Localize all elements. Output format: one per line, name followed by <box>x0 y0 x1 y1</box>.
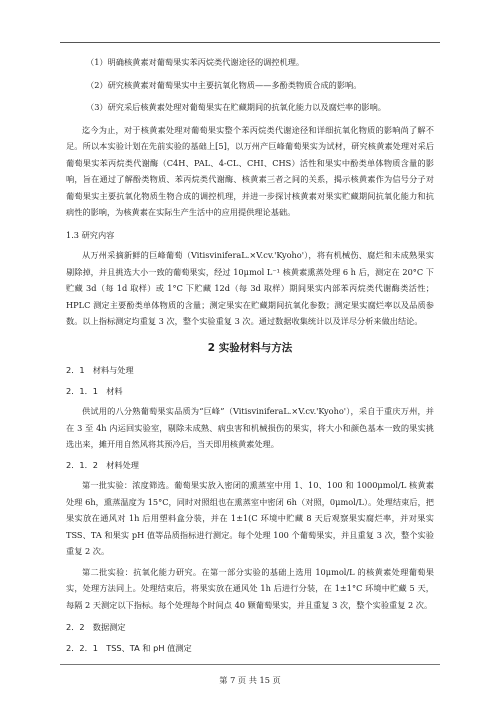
section-2-2-heading: 2．2 数据测定 <box>66 622 126 632</box>
chapter-2-heading: 2 实验材料与方法 <box>207 341 293 354</box>
batch1-paragraph: 第一批实验：浓度筛选。葡萄果实放入密闭的熏蒸室中用 1、10、100 和 1000μmol/L 核黄素处理 6h，熏蒸温度为 15°C，同时对照组也在熏蒸室中密闭 6h（对照，0μmol/L）。处理结束后，把果实放在通风对 1h 后用塑料盒分装，并在 1±1(C 环境中贮藏 8 天后观察果实腐烂率，并对果实 TSS、TA 和果实 pH 值等品质指标进行测定。每个处理 100 个葡萄果实，并且重复 3 次，整个实验重复 2 次。 <box>66 480 434 556</box>
page-number: 第 7 页 共 15 页 <box>219 675 281 685</box>
section-2-1-1-heading: 2．1．1 材料 <box>66 385 123 396</box>
header-rule <box>60 42 440 43</box>
intro-paragraph: 迄今为止，对于核黄素处理对葡萄果实整个苯丙烷类代谢途径和详细抗氧化物质的影响尚了解不足。所以本实验计划在先前实验的基础上[5]，以万州产巨峰葡萄果实为试材，研究核黄素处理对采后葡萄果实苯丙烷类代谢酶（C4H、PAL、4-CL、CHI、CHS）活性和果实中酚类单体物质含量的影响，旨在通过了解酚类物质、苯丙烷类代谢酶、核黄素三者之间的关系，揭示核黄素作为信号分子对葡萄果实主要抗氧化物质生物合成的调控机理，并进一步探讨核黄素对果实贮藏期间抗氧化能力和抗病性的影响，为核黄素在实际生产生活中的应用提供理论基础。 <box>66 124 434 217</box>
objective-3: （3）研究采后核黄素处理对葡萄果实在贮藏期间的抗氧化能力以及腐烂率的影响。 <box>86 102 386 112</box>
section-2-1-heading: 2．1 材料与处理 <box>66 365 134 375</box>
batch2-paragraph: 第二批实验：抗氧化能力研究。在第一部分实验的基础上选用 10μmol/L 的核黄素处理葡萄果实，处理方法同上。处理结束后，将果实放在通风处 1h 后进行分装，在 1±1°C 环境中贮藏 5 天，每隔 2 天测定以下指标。每个处理每个时间点 40 颗葡萄果实，并且重复 3 次，整个实验重复 2 次。 <box>66 566 434 610</box>
section-2-1-2-heading: 2．1．2 材料处理 <box>66 459 139 470</box>
objective-2: （2）研究核黄素对葡萄果实中主要抗氧化物质——多酚类物质合成的影响。 <box>86 79 362 90</box>
section-1-3-paragraph: 从万州采摘新鲜的巨峰葡萄（VitisviniferaL.×V.cv.'Kyoho'），将有机械伤、腐烂和未成熟果实剔除掉，并且挑选大小一致的葡萄果实，经过 10μmol L⁻¹ 核黄素熏蒸处理 6 h 后，测定在 20°C 下贮藏 3d（每 1d 取样）或 1°C 下贮藏 12d（每 3d 取样）期间果实内部苯丙烷类代谢酶类活性；HPLC 测定主要酚类单体物质的含量；测定果实在贮藏期间抗氧化参数；测定果实腐烂率以及品质参数。以上指标测定均重复 3 次，整个实验重复 3 次。通过数据收集统计以及详尽分析来做出结论。 <box>66 250 434 326</box>
section-1-3-heading: 1.3 研究内容 <box>66 229 115 240</box>
section-2-2-1-heading: 2．2．1 TSS、TA 和 pH 值测定 <box>66 642 192 653</box>
objective-1: （1）明确核黄素对葡萄果实苯丙烷类代谢途径的调控机理。 <box>86 57 305 67</box>
footer-rule <box>60 664 440 665</box>
material-paragraph: 供试用的八分熟葡萄果实品质为“巨峰”（VitisviniferaL.×V.cv.'Kyoho'），采自于重庆万州，并在 3 至 4h 内运回实验室，剔除未成熟、病虫害和机械损伤的果实，将大小和颜色基本一致的果实挑选出来，摊开用自然风将其预冷后，当天即用核黄素处理。 <box>66 406 434 449</box>
